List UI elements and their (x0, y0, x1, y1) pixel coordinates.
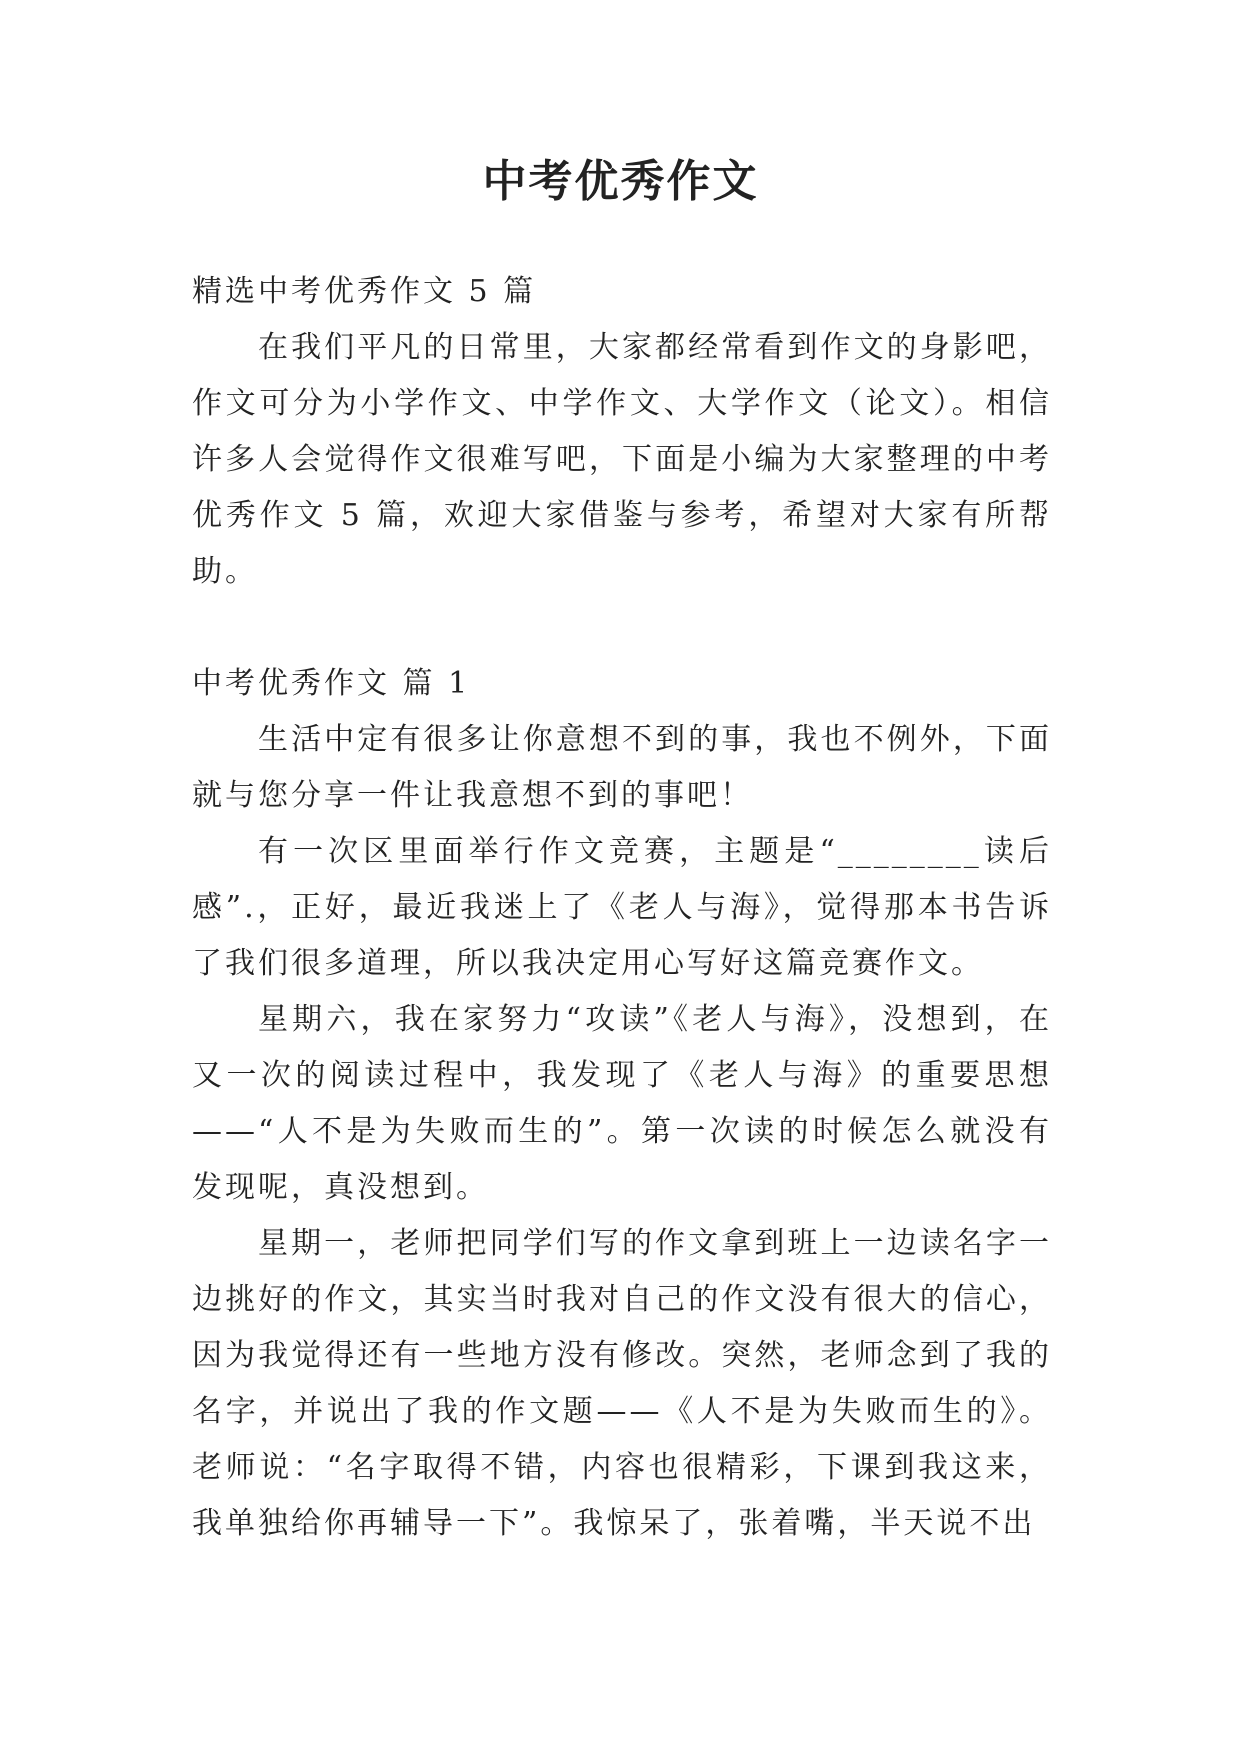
essay-heading: 中考优秀作文 篇 1 (192, 666, 471, 701)
essay-paragraph: 星期六，我在家努力“攻读”《老人与海》，没想到，在又一次的阅读过程中，我发现了《老人与海》的重要思想——“人不是为失败而生的”。第一次读的时候怎么就没有发现呢，真没想到。 (192, 1002, 1052, 1205)
intro-paragraph: 在我们平凡的日常里，大家都经常看到作文的身影吧，作文可分为小学作文、中学作文、大学作文（论文）。相信许多人会觉得作文很难写吧，下面是小编为大家整理的中考优秀作文 5 篇，欢迎大家借鉴与参考，希望对大家有所帮助。 (192, 330, 1052, 589)
essay-paragraph: 生活中定有很多让你意想不到的事，我也不例外，下面就与您分享一件让我意想不到的事吧！ (192, 722, 1052, 813)
collection-subtitle: 精选中考优秀作文 5 篇 (192, 274, 537, 309)
document-body (192, 264, 1052, 1552)
essay-paragraph: 有一次区里面举行作文竞赛，主题是“________读后感”.，正好，最近我迷上了《老人与海》，觉得那本书告诉了我们很多道理，所以我决定用心写好这篇竞赛作文。 (192, 834, 1052, 981)
document-title: 中考优秀作文 (482, 156, 759, 207)
essay-paragraph: 星期一，老师把同学们写的作文拿到班上一边读名字一边挑好的作文，其实当时我对自己的作文没有很大的信心，因为我觉得还有一些地方没有修改。突然，老师念到了我的名字，并说出了我的作文题——《人不是为失败而生的》。老师说：“名字取得不错，内容也很精彩，下课到我这来，我单独给你再辅导一下”。我惊呆了，张着嘴，半天说不出 (192, 1226, 1052, 1541)
